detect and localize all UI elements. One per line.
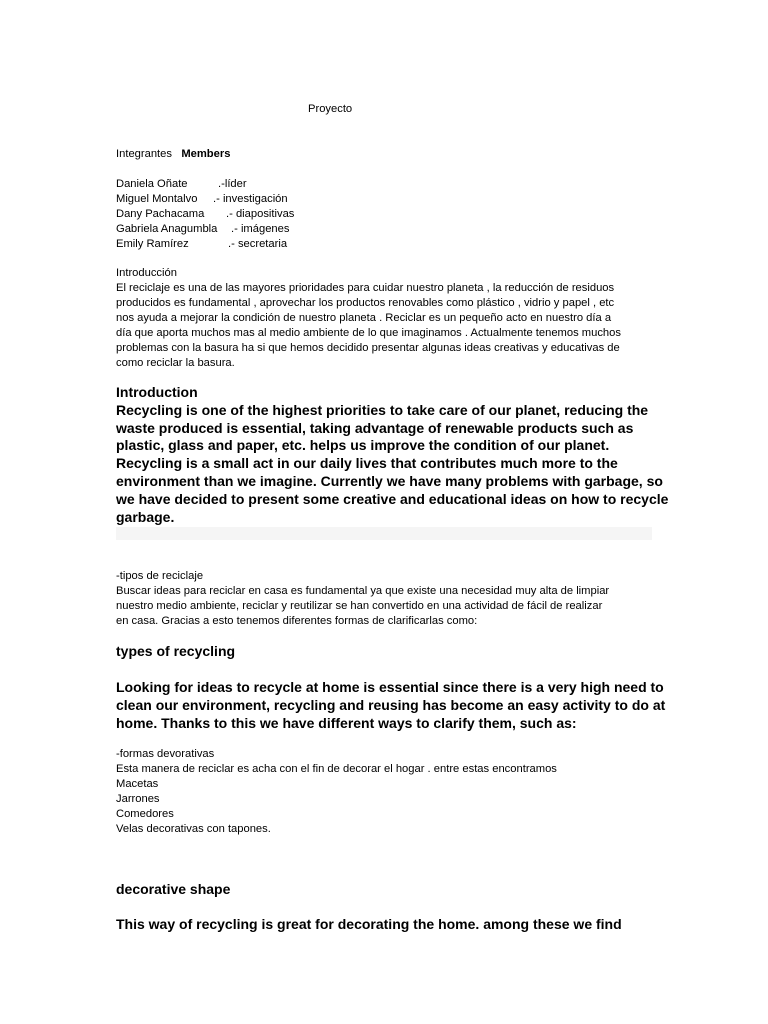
paragraph-line: nuestro medio ambiente, reciclar y reutilizar se han convertido en una actividad de fácil de realizar (116, 600, 603, 612)
list-item: Comedores (116, 808, 174, 820)
member-role: .- imágenes (231, 223, 290, 235)
decor-es-section (116, 747, 557, 837)
paragraph-line: environment than we imagine. Currently we have many problems with garbage, so (116, 472, 663, 489)
paragraph-line: Esta manera de reciclar es acha con el fin de decorar el hogar . entre estas encontramos (116, 763, 557, 775)
member-role: .- secretaria (228, 238, 288, 250)
paragraph-line: waste produced is essential, taking advantage of renewable products such as (116, 419, 634, 436)
members-label-en: Members (181, 148, 231, 160)
member-name: Emily Ramírez (116, 238, 189, 250)
list-item: Macetas (116, 778, 159, 790)
list-item: Jarrones (116, 793, 160, 805)
section-heading: -formas devorativas (116, 748, 215, 760)
member-role: .-líder (218, 178, 247, 190)
section-heading: types of recycling (116, 643, 236, 659)
section-heading: Introduction (116, 384, 198, 400)
types-en-heading-block (116, 643, 235, 661)
members-label: Integrantes (116, 148, 172, 160)
paragraph-line: Recycling is a small act in our daily lives that contributes much more to the (116, 455, 618, 472)
types-es-section (116, 569, 609, 629)
page-title: Proyecto (308, 103, 353, 115)
paragraph-line: El reciclaje es una de las mayores prioridades para cuidar nuestro planeta , la reducción de residuos (116, 282, 615, 294)
paragraph-line: we have decided to present some creative and educational ideas on how to recycle (116, 490, 669, 507)
decor-en-heading-block (116, 881, 230, 899)
intro-en-section (116, 384, 668, 526)
paragraph-line: Buscar ideas para reciclar en casa es fundamental ya que existe una necesidad muy alta de limpiar (116, 585, 610, 597)
member-name: Dany Pachacama (116, 208, 205, 220)
intro-es-section (116, 266, 621, 371)
list-item: Velas decorativas con tapones. (116, 823, 271, 835)
paragraph-line: día que aporta muchos mas al medio ambiente de lo que imaginamos . Actualmente tenemos muchos (116, 327, 621, 339)
member-role: .- diapositivas (226, 208, 295, 220)
paragraph-line: clean our environment, recycling and reusing has become an easy activity to do at (116, 696, 666, 713)
member-name: Daniela Oñate (116, 178, 188, 190)
paragraph-line: Recycling is one of the highest priorities to take care of our planet, reducing the (116, 401, 649, 418)
member-role: .- investigación (213, 193, 288, 205)
paragraph-line: Looking for ideas to recycle at home is essential since there is a very high need to (116, 679, 664, 695)
section-heading: decorative shape (116, 881, 231, 897)
section-heading: Introducción (116, 267, 177, 279)
paragraph-line: This way of recycling is great for decorating the home. among these we find (116, 916, 622, 932)
paragraph-line: en casa. Gracias a esto tenemos diferentes formas de clarificarlas como: (116, 615, 478, 627)
paragraph-line: garbage. (116, 508, 175, 525)
paragraph-line: home. Thanks to this we have different ways to clarify them, such as: (116, 714, 577, 731)
member-name: Gabriela Anagumbla (116, 223, 218, 235)
section-heading: -tipos de reciclaje (116, 570, 204, 582)
paragraph-line: plastic, glass and paper, etc. helps us improve the condition of our planet. (116, 437, 610, 454)
member-name: Miguel Montalvo (116, 193, 198, 205)
paragraph-line: nos ayuda a mejorar la condición de nuestro planeta . Reciclar es un pequeño acto en nuestro día a (116, 312, 612, 324)
shaded-divider (116, 527, 652, 540)
decor-en-section (116, 916, 622, 934)
paragraph-line: producidos es fundamental , aprovechar los productos renovables como plástico , vidrio y papel , etc (116, 297, 615, 309)
members-header (116, 147, 230, 162)
types-en-section (116, 679, 665, 732)
paragraph-line: como reciclar la basura. (116, 357, 235, 369)
paragraph-line: problemas con la basura ha si que hemos decidido presentar algunas ideas creativas y educativas de (116, 342, 620, 354)
